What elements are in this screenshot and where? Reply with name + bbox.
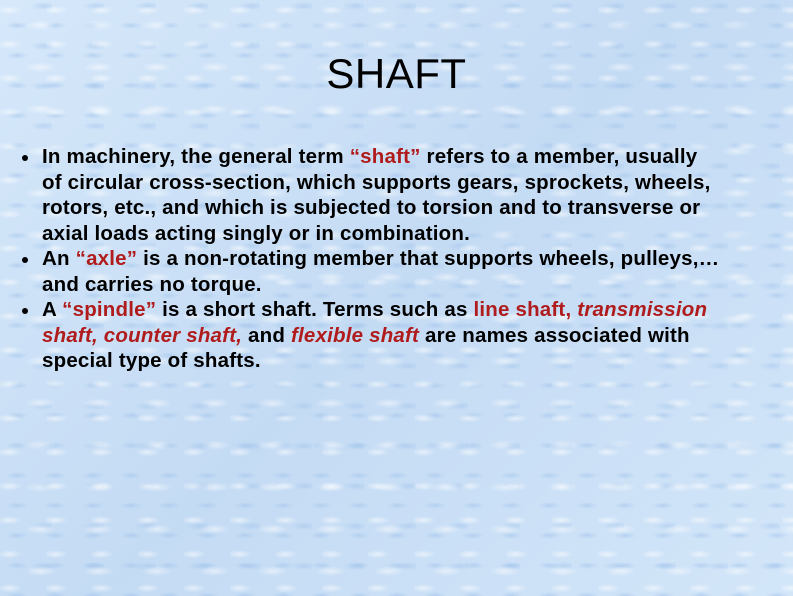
term-spindle: “spindle” bbox=[62, 298, 157, 321]
term-flexible-shaft: flexible shaft bbox=[290, 323, 420, 347]
bullet-text: A bbox=[42, 298, 63, 321]
bullet-dot-icon bbox=[22, 155, 28, 161]
bullet-spindle-definition bbox=[22, 297, 722, 374]
bullet-dot-icon bbox=[22, 308, 28, 314]
bullet-text: is a short shaft. Terms such as bbox=[156, 298, 474, 321]
bullet-axle-definition bbox=[22, 246, 722, 297]
term-transmission-counter-shaft: transmission shaft, counter shaft, bbox=[42, 298, 708, 347]
term-axle: “axle” bbox=[75, 247, 138, 270]
bullet-shaft-definition bbox=[22, 144, 722, 246]
bullet-dot-icon bbox=[22, 257, 28, 263]
bullet-list bbox=[22, 144, 722, 374]
bullet-text: refers to a member, usually of circular cross-section, which supports gears, sprockets, wheels, rotors, etc., and which is subjected to torsion and to transverse or axial loads acting singly or in combination. bbox=[42, 145, 711, 245]
slide-title: SHAFT bbox=[326, 50, 467, 97]
term-shaft: “shaft” bbox=[349, 145, 421, 168]
term-line-shaft: line shaft, bbox=[473, 298, 578, 321]
bullet-text: and bbox=[242, 323, 291, 347]
bullet-text: In machinery, the general term bbox=[42, 145, 350, 168]
bullet-text: is a non-rotating member that supports wheels, pulleys,… and carries no torque. bbox=[42, 247, 720, 296]
bullet-text: An bbox=[42, 247, 76, 270]
bullet-text: are names associated with special type of shafts. bbox=[42, 323, 690, 372]
